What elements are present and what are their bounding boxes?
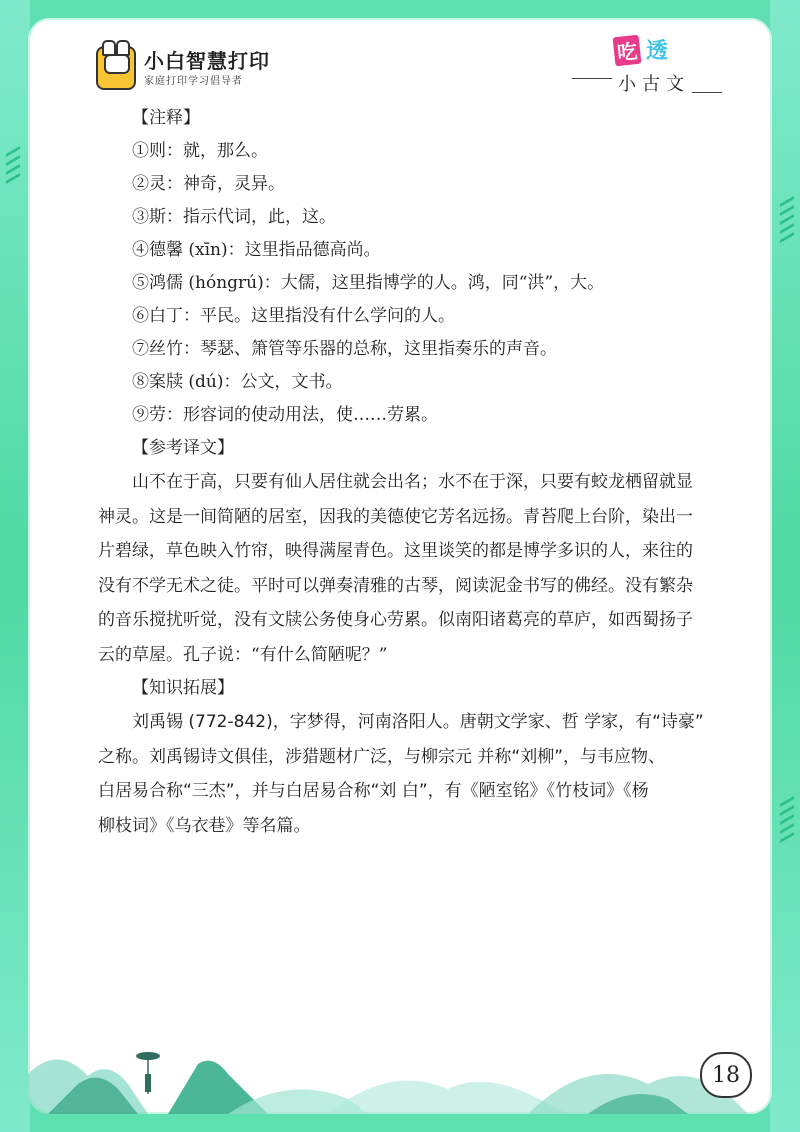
series-subtitle: 小古文 [618,74,690,95]
note-item: ⑧案牍 (dú)：公文，文书。 [132,372,343,392]
brand-name: 小白智慧打印 [144,48,270,73]
note-item: ③斯：指示代词，此，这。 [132,207,336,227]
note-item: ⑨劳：形容词的使动用法，使……劳累。 [132,405,438,425]
translation-line: 没有不学无术之徒。平时可以弹奏清雅的古琴，阅读泥金书写的佛经。没有繁杂 [98,575,693,596]
translation-line: 云的草屋。孔子说：“有什么简陋呢？” [98,644,388,665]
translation-line: 的音乐搅扰听觉，没有文牍公务使身心劳累。似南阳诸葛亮的草庐，如西蜀扬子 [98,610,693,630]
dog-printer-icon [96,46,136,90]
translation-paragraph [98,465,762,672]
note-item: ⑤鸿儒 (hóngrú)：大儒，这里指博学的人。鸿，同“洪”，大。 [132,273,605,293]
note-item: ⑦丝竹：琴瑟、箫管等乐器的总称，这里指奏乐的声音。 [132,339,557,359]
right-tick-decoration [780,200,794,239]
series-word-1: 吃 [613,35,642,67]
main-content [98,102,762,843]
translation-line: 神灵。这是一间简陋的居室，因我的美德使它芳名远扬。青苔爬上台阶，染出一 [98,506,693,527]
extension-heading: 【知识拓展】 [132,678,234,698]
person-with-umbrella-icon [136,1052,160,1094]
extension-line: 刘禹锡 (772-842)，字梦得，河南洛阳人。唐朝文学家、哲 学家，有“诗豪” [132,712,704,732]
translation-line: 片碧绿，草色映入竹帘，映得满屋青色。这里谈笑的都是博学多识的人，来往的 [98,541,693,561]
left-tick-decoration [6,150,20,180]
note-item: ①则：就，那么。 [132,141,268,161]
extension-line: 白居易合称“三杰”，并与白居易合称“刘 白”，有《陋室铭》《竹枝词》《杨 [98,781,649,801]
translation-heading: 【参考译文】 [132,438,234,458]
right-tick-decoration-lower [780,800,794,839]
note-item: ⑥白丁：平民。这里指没有什么学问的人。 [132,306,455,326]
note-item: ④德馨 (xīn)：这里指品德高尚。 [132,240,381,260]
frame-right-stripe [770,0,800,1132]
extension-line: 之称。刘禹锡诗文俱佳，涉猎题材广泛，与柳宗元 并称“刘柳”，与韦应物、 [98,746,666,767]
extension-line: 柳枝词》《乌衣巷》等名篇。 [98,815,311,836]
series-word-2: 透 [646,39,669,64]
translation-line: 山不在于高，只要有仙人居住就会出名；水不在于深，只要有蛟龙栖留就显 [132,472,693,492]
series-title [572,34,722,102]
document-page [28,18,772,1114]
page-number: 18 [700,1052,752,1098]
notes-heading: 【注释】 [132,108,200,128]
mountain-scenery-illustration [28,1004,772,1114]
brand-logo [96,46,270,90]
brand-slogan: 家庭打印学习倡导者 [144,75,243,87]
note-item: ②灵：神奇，灵异。 [132,174,285,194]
extension-paragraph [98,705,762,843]
